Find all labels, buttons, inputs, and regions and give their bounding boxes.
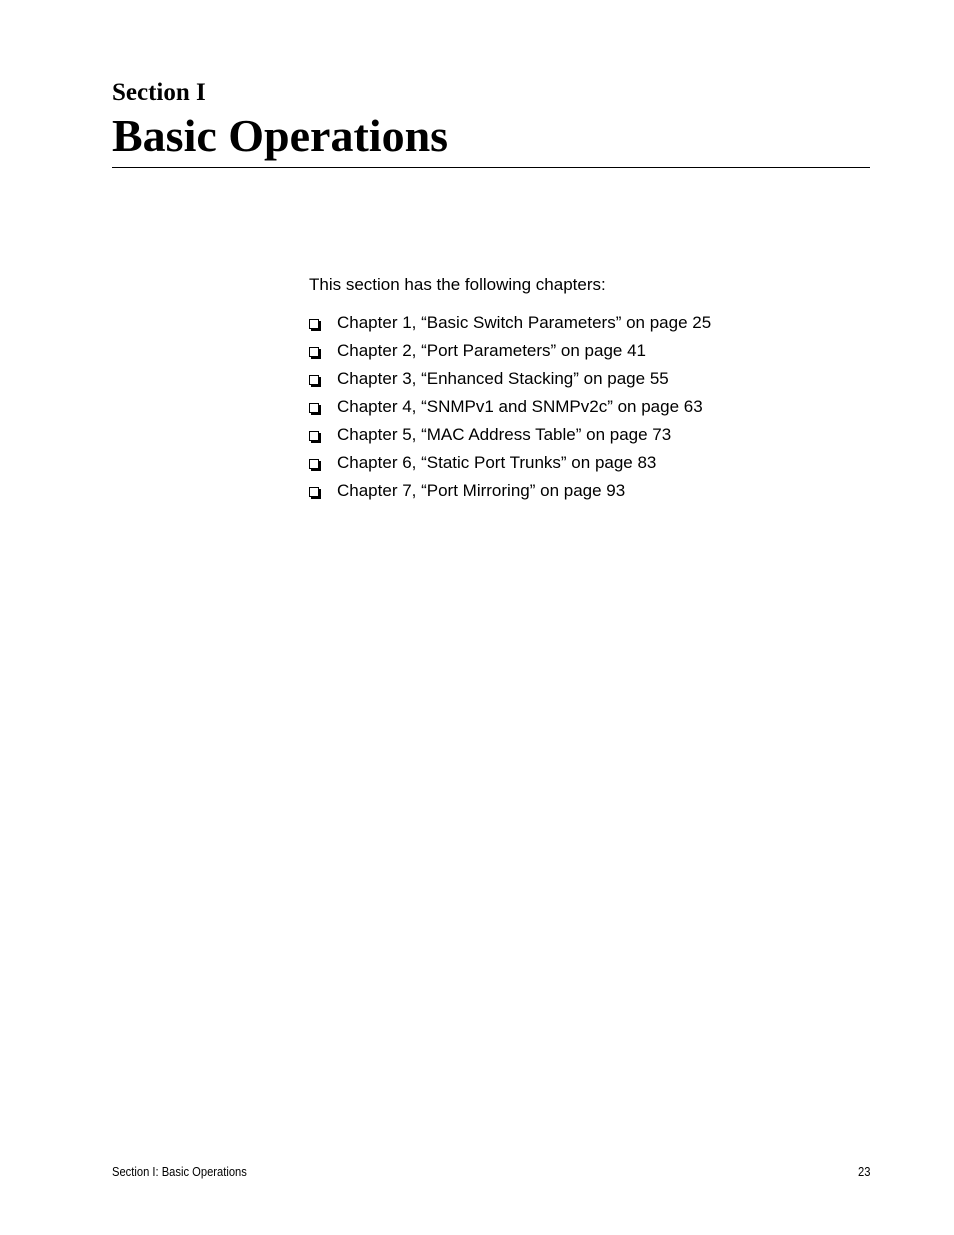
checkbox-bullet-icon bbox=[309, 403, 319, 413]
checkbox-bullet-icon bbox=[309, 319, 319, 329]
page-title: Basic Operations bbox=[112, 110, 449, 161]
chapter-link[interactable]: Chapter 5, “MAC Address Table” on page 73 bbox=[337, 425, 672, 444]
footer-page-number: 23 bbox=[857, 1164, 870, 1179]
chapter-link[interactable]: Chapter 7, “Port Mirroring” on page 93 bbox=[337, 481, 626, 500]
title-divider bbox=[112, 167, 870, 168]
chapter-link[interactable]: Chapter 6, “Static Port Trunks” on page 83 bbox=[337, 453, 657, 472]
checkbox-bullet-icon bbox=[309, 347, 319, 357]
chapter-link[interactable]: Chapter 4, “SNMPv1 and SNMPv2c” on page 63 bbox=[337, 397, 703, 416]
intro-text: This section has the following chapters: bbox=[309, 275, 606, 294]
checkbox-bullet-icon bbox=[309, 375, 319, 385]
checkbox-bullet-icon bbox=[309, 459, 319, 469]
footer-section-name: Section I: Basic Operations bbox=[112, 1164, 247, 1179]
chapter-link[interactable]: Chapter 3, “Enhanced Stacking” on page 55 bbox=[337, 369, 669, 388]
checkbox-bullet-icon bbox=[309, 487, 319, 497]
checkbox-bullet-icon bbox=[309, 431, 319, 441]
chapter-link[interactable]: Chapter 2, “Port Parameters” on page 41 bbox=[337, 341, 646, 360]
section-label: Section I bbox=[112, 79, 206, 106]
chapter-link[interactable]: Chapter 1, “Basic Switch Parameters” on page 25 bbox=[337, 313, 712, 332]
